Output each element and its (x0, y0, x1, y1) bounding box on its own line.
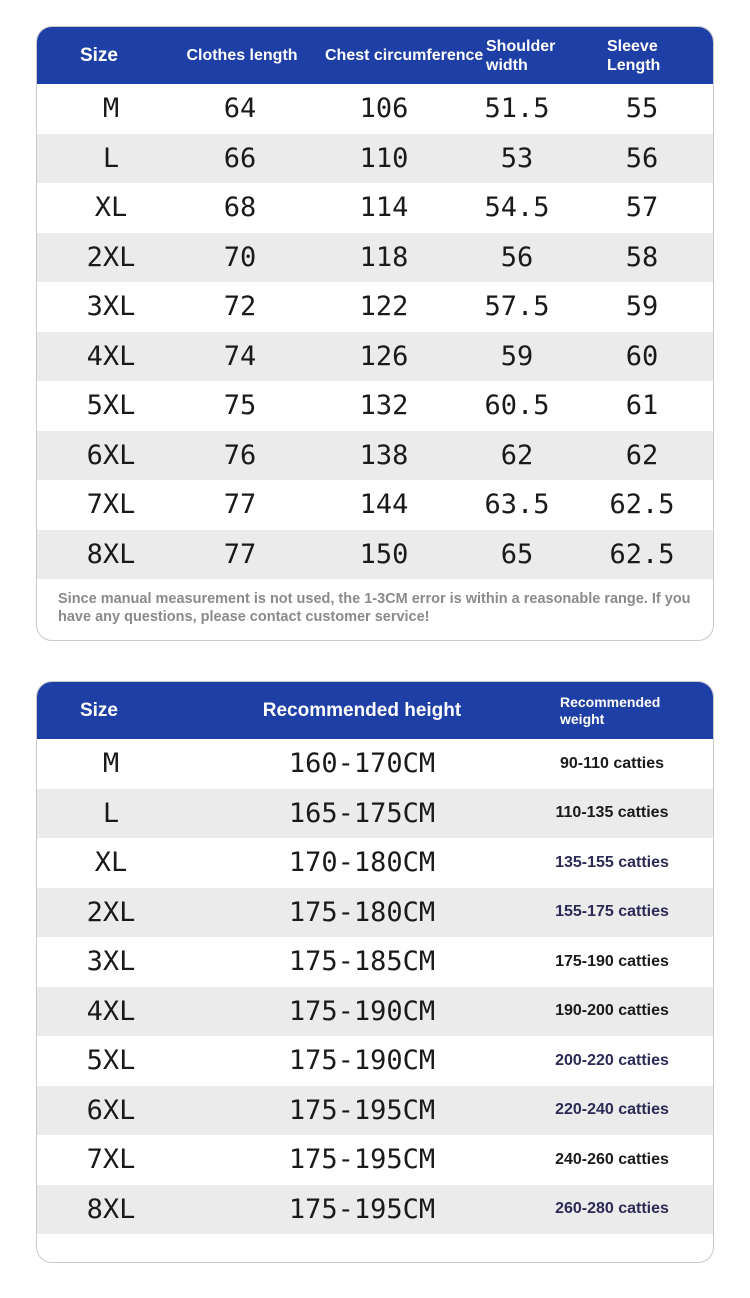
size-cell: 5XL (86, 390, 136, 422)
clothes-length-cell: 77 (223, 538, 257, 570)
table-row (37, 530, 713, 580)
table-row (37, 888, 713, 938)
header-chest-circumference: Chest circumference (325, 47, 484, 64)
sleeve-cell: 55 (625, 93, 659, 125)
sleeve-cell: 59 (625, 291, 659, 323)
size-cell: M (102, 748, 120, 780)
table-row (37, 1086, 713, 1136)
table-row (37, 987, 713, 1037)
clothes-length-cell: 64 (223, 93, 257, 125)
height-cell: 175-195CM (288, 1193, 436, 1225)
size-cell: 8XL (86, 1193, 136, 1225)
sleeve-cell: 62 (625, 439, 659, 471)
sleeve-cell: 62.5 (609, 538, 675, 570)
size-chart-header (37, 27, 713, 84)
table-row (37, 937, 713, 987)
chest-cell: 110 (359, 142, 409, 174)
size-cell: 2XL (86, 896, 136, 928)
weight-cell: 155-175 catties (555, 903, 669, 921)
size-cell: 5XL (86, 1045, 136, 1077)
chest-cell: 122 (359, 291, 409, 323)
sleeve-cell: 61 (625, 390, 659, 422)
chest-cell: 126 (359, 340, 409, 372)
table-row (37, 282, 713, 332)
clothes-length-cell: 77 (223, 489, 257, 521)
chest-cell: 132 (359, 390, 409, 422)
clothes-length-cell: 68 (223, 192, 257, 224)
height-cell: 175-190CM (288, 995, 436, 1027)
sleeve-cell: 58 (625, 241, 659, 273)
table-row (37, 431, 713, 481)
size-cell: 2XL (86, 241, 136, 273)
weight-cell: 240-260 catties (555, 1150, 669, 1168)
height-cell: 175-180CM (288, 896, 436, 928)
header-recommended-weight: Recommended weight (560, 693, 661, 727)
table-row (37, 480, 713, 530)
shoulder-cell: 53 (500, 142, 534, 174)
shoulder-cell: 57.5 (484, 291, 550, 323)
shoulder-cell: 65 (500, 538, 534, 570)
size-cell: 6XL (86, 439, 136, 471)
weight-cell: 110-135 catties (555, 804, 669, 822)
size-cell: XL (94, 847, 128, 879)
chest-cell: 106 (359, 93, 409, 125)
sleeve-cell: 60 (625, 340, 659, 372)
height-cell: 170-180CM (288, 847, 436, 879)
chest-cell: 150 (359, 538, 409, 570)
size-cell: 8XL (86, 538, 136, 570)
recommendation-card (36, 681, 714, 1263)
size-chart-card (36, 26, 714, 641)
clothes-length-cell: 66 (223, 142, 257, 174)
shoulder-cell: 56 (500, 241, 534, 273)
sleeve-cell: 56 (625, 142, 659, 174)
size-cell: 4XL (86, 995, 136, 1027)
table-row (37, 84, 713, 134)
size-cell: L (102, 142, 120, 174)
sleeve-cell: 62.5 (609, 489, 675, 521)
chest-cell: 114 (359, 192, 409, 224)
header-clothes-length: Clothes length (186, 46, 298, 64)
size-cell: L (102, 797, 120, 829)
table-row (37, 233, 713, 283)
weight-cell: 190-200 catties (555, 1002, 669, 1020)
header-size: Size (79, 699, 119, 721)
recommendation-body (37, 739, 713, 1234)
header-size: Size (79, 44, 119, 66)
recommendation-header (37, 682, 713, 739)
shoulder-cell: 62 (500, 439, 534, 471)
measurement-note: Since manual measurement is not used, the 1-3CM error is within a reasonable range. If you have any questions, please contact customer service! (58, 591, 691, 625)
table-row (37, 381, 713, 431)
height-cell: 175-185CM (288, 946, 436, 978)
weight-cell: 90-110 catties (559, 754, 665, 772)
shoulder-cell: 63.5 (484, 489, 550, 521)
chest-cell: 118 (359, 241, 409, 273)
clothes-length-cell: 70 (223, 241, 257, 273)
chest-cell: 138 (359, 439, 409, 471)
table-row (37, 332, 713, 382)
size-cell: 4XL (86, 340, 136, 372)
shoulder-cell: 59 (500, 340, 534, 372)
shoulder-cell: 54.5 (484, 192, 550, 224)
chest-cell: 144 (359, 489, 409, 521)
height-cell: 160-170CM (288, 748, 436, 780)
size-cell: 7XL (86, 489, 136, 521)
table-row (37, 1185, 713, 1235)
size-cell: 3XL (86, 291, 136, 323)
shoulder-cell: 51.5 (484, 93, 550, 125)
clothes-length-cell: 76 (223, 439, 257, 471)
size-cell: 3XL (86, 946, 136, 978)
size-cell: XL (94, 192, 128, 224)
header-recommended-height: Recommended height (262, 699, 462, 721)
header-shoulder-width: Shoulder width (486, 37, 556, 74)
size-chart-body (37, 84, 713, 579)
clothes-length-cell: 72 (223, 291, 257, 323)
table-row (37, 134, 713, 184)
header-sleeve-length: Sleeve Length (607, 37, 661, 74)
weight-cell: 260-280 catties (555, 1200, 669, 1218)
weight-cell: 200-220 catties (555, 1051, 669, 1069)
weight-cell: 135-155 catties (555, 853, 669, 871)
table-row (37, 183, 713, 233)
shoulder-cell: 60.5 (484, 390, 550, 422)
weight-cell: 175-190 catties (555, 952, 669, 970)
clothes-length-cell: 75 (223, 390, 257, 422)
table-row (37, 789, 713, 839)
sleeve-cell: 57 (625, 192, 659, 224)
height-cell: 175-195CM (288, 1144, 436, 1176)
table-row (37, 1135, 713, 1185)
height-cell: 175-190CM (288, 1045, 436, 1077)
table-row (37, 1036, 713, 1086)
table-row (37, 838, 713, 888)
size-cell: 6XL (86, 1094, 136, 1126)
size-cell: 7XL (86, 1144, 136, 1176)
clothes-length-cell: 74 (223, 340, 257, 372)
height-cell: 165-175CM (288, 797, 436, 829)
height-cell: 175-195CM (288, 1094, 436, 1126)
weight-cell: 220-240 catties (555, 1101, 669, 1119)
table-row (37, 739, 713, 789)
size-cell: M (102, 93, 120, 125)
